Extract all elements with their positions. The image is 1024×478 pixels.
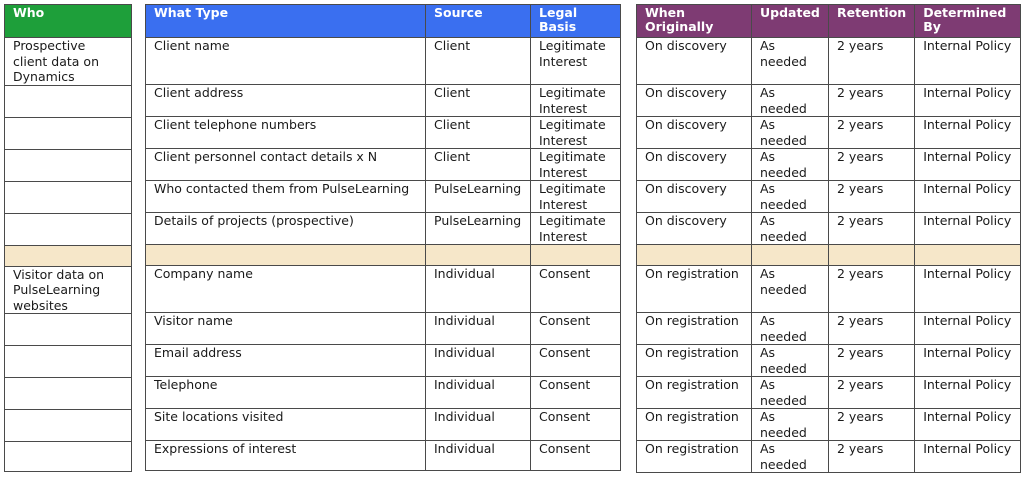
when-originally-cell: On registration	[637, 441, 752, 473]
separator-cell	[752, 245, 829, 266]
who-cell-empty	[5, 314, 132, 346]
retention-cell: 2 years	[829, 117, 915, 149]
legal-basis-cell: Consent	[531, 345, 621, 377]
table-row	[637, 85, 1021, 117]
header-source: Source	[426, 5, 531, 38]
separator-cell	[637, 245, 752, 266]
who-table-block	[4, 4, 132, 472]
source-cell: Individual	[426, 345, 531, 377]
updated-cell: As needed	[752, 149, 829, 181]
retention-cell: 2 years	[829, 441, 915, 473]
source-cell: Individual	[426, 409, 531, 441]
updated-cell: As needed	[752, 213, 829, 245]
legal-basis-cell: Consent	[531, 441, 621, 471]
table-row	[146, 266, 621, 313]
updated-cell: As needed	[752, 409, 829, 441]
what-type-cell: Email address	[146, 345, 426, 377]
table-row	[146, 345, 621, 377]
what-type-cell: Client address	[146, 85, 426, 117]
header-updated: Updated	[752, 5, 829, 38]
separator-cell	[531, 245, 621, 266]
who-cell-empty	[5, 149, 132, 181]
legal-basis-cell: Consent	[531, 313, 621, 345]
retention-cell: 2 years	[829, 409, 915, 441]
table-row	[146, 149, 621, 181]
determined-by-cell: Internal Policy	[915, 409, 1021, 441]
header-who: Who	[5, 5, 132, 38]
table-row	[637, 377, 1021, 409]
determined-by-cell: Internal Policy	[915, 441, 1021, 473]
separator-cell	[5, 245, 132, 266]
table-row	[637, 181, 1021, 213]
who-cell-prospective: Prospective client data on Dynamics	[5, 38, 132, 86]
header-when-originally: When Originally	[637, 5, 752, 38]
legal-basis-cell: Legitimate Interest	[531, 213, 621, 245]
legal-basis-cell: Consent	[531, 377, 621, 409]
who-cell-empty	[5, 378, 132, 410]
retention-cell: 2 years	[829, 313, 915, 345]
data-type-table-block	[145, 4, 621, 471]
source-cell: Client	[426, 85, 531, 117]
source-cell: Individual	[426, 441, 531, 471]
who-cell-empty	[5, 85, 132, 117]
updated-cell: As needed	[752, 181, 829, 213]
updated-cell: As needed	[752, 85, 829, 117]
determined-by-cell: Internal Policy	[915, 149, 1021, 181]
determined-by-cell: Internal Policy	[915, 377, 1021, 409]
table-row	[146, 313, 621, 345]
separator-cell	[829, 245, 915, 266]
table-row	[637, 313, 1021, 345]
when-originally-cell: On registration	[637, 345, 752, 377]
legal-basis-cell: Legitimate Interest	[531, 117, 621, 149]
when-originally-cell: On discovery	[637, 85, 752, 117]
determined-by-cell: Internal Policy	[915, 38, 1021, 85]
separator-row	[637, 245, 1021, 266]
legal-basis-cell: Legitimate Interest	[531, 38, 621, 85]
table-row	[637, 213, 1021, 245]
when-originally-cell: On discovery	[637, 213, 752, 245]
table-row	[637, 441, 1021, 473]
legal-basis-cell: Legitimate Interest	[531, 85, 621, 117]
when-originally-cell: On discovery	[637, 149, 752, 181]
source-cell: Individual	[426, 377, 531, 409]
updated-cell: As needed	[752, 345, 829, 377]
when-originally-cell: On registration	[637, 409, 752, 441]
what-type-cell: Visitor name	[146, 313, 426, 345]
when-originally-cell: On registration	[637, 313, 752, 345]
what-type-cell: Client name	[146, 38, 426, 85]
separator-cell	[426, 245, 531, 266]
table-row	[146, 38, 621, 85]
legal-basis-cell: Legitimate Interest	[531, 181, 621, 213]
data-type-table	[145, 4, 621, 471]
when-originally-cell: On registration	[637, 266, 752, 313]
who-cell-visitor: Visitor data on PulseLearning websites	[5, 266, 132, 314]
separator-cell	[146, 245, 426, 266]
header-retention: Retention	[829, 5, 915, 38]
determined-by-cell: Internal Policy	[915, 313, 1021, 345]
what-type-cell: Expressions of interest	[146, 441, 426, 471]
who-cell-empty	[5, 181, 132, 213]
table-row	[146, 409, 621, 441]
who-cell-empty	[5, 346, 132, 378]
who-cell-empty	[5, 410, 132, 442]
table-row	[146, 85, 621, 117]
table-row	[146, 377, 621, 409]
table-row	[146, 181, 621, 213]
source-cell: Individual	[426, 313, 531, 345]
determined-by-cell: Internal Policy	[915, 85, 1021, 117]
updated-cell: As needed	[752, 266, 829, 313]
when-originally-cell: On discovery	[637, 117, 752, 149]
source-cell: PulseLearning	[426, 213, 531, 245]
determined-by-cell: Internal Policy	[915, 266, 1021, 313]
retention-cell: 2 years	[829, 377, 915, 409]
table-row	[146, 213, 621, 245]
table-row	[637, 117, 1021, 149]
when-originally-cell: On discovery	[637, 38, 752, 85]
what-type-cell: Who contacted them from PulseLearning	[146, 181, 426, 213]
updated-cell: As needed	[752, 38, 829, 85]
when-originally-cell: On discovery	[637, 181, 752, 213]
who-cell-empty	[5, 442, 132, 472]
retention-cell: 2 years	[829, 345, 915, 377]
source-cell: Client	[426, 149, 531, 181]
table-row	[637, 38, 1021, 85]
what-type-cell: Telephone	[146, 377, 426, 409]
table-row	[146, 441, 621, 471]
table-row	[637, 149, 1021, 181]
table-row	[637, 345, 1021, 377]
source-cell: Client	[426, 38, 531, 85]
what-type-cell: Company name	[146, 266, 426, 313]
table-row	[146, 117, 621, 149]
retention-cell: 2 years	[829, 85, 915, 117]
updated-cell: As needed	[752, 377, 829, 409]
retention-table-block	[636, 4, 1021, 473]
table-row	[637, 409, 1021, 441]
determined-by-cell: Internal Policy	[915, 213, 1021, 245]
source-cell: Client	[426, 117, 531, 149]
who-cell-empty	[5, 117, 132, 149]
determined-by-cell: Internal Policy	[915, 181, 1021, 213]
table-row	[637, 266, 1021, 313]
retention-cell: 2 years	[829, 149, 915, 181]
header-what-type: What Type	[146, 5, 426, 38]
retention-cell: 2 years	[829, 181, 915, 213]
determined-by-cell: Internal Policy	[915, 117, 1021, 149]
what-type-cell: Client telephone numbers	[146, 117, 426, 149]
updated-cell: As needed	[752, 117, 829, 149]
header-determined-by: Determined By	[915, 5, 1021, 38]
source-cell: Individual	[426, 266, 531, 313]
retention-cell: 2 years	[829, 266, 915, 313]
who-cell-empty	[5, 213, 132, 245]
retention-cell: 2 years	[829, 38, 915, 85]
legal-basis-cell: Consent	[531, 266, 621, 313]
determined-by-cell: Internal Policy	[915, 345, 1021, 377]
who-table	[4, 4, 132, 472]
when-originally-cell: On registration	[637, 377, 752, 409]
retention-table	[636, 4, 1021, 473]
retention-cell: 2 years	[829, 213, 915, 245]
source-cell: PulseLearning	[426, 181, 531, 213]
separator-row	[146, 245, 621, 266]
separator-cell	[915, 245, 1021, 266]
what-type-cell: Site locations visited	[146, 409, 426, 441]
legal-basis-cell: Consent	[531, 409, 621, 441]
header-legal-basis: Legal Basis	[531, 5, 621, 38]
what-type-cell: Client personnel contact details x N	[146, 149, 426, 181]
updated-cell: As needed	[752, 313, 829, 345]
what-type-cell: Details of projects (prospective)	[146, 213, 426, 245]
legal-basis-cell: Legitimate Interest	[531, 149, 621, 181]
updated-cell: As needed	[752, 441, 829, 473]
